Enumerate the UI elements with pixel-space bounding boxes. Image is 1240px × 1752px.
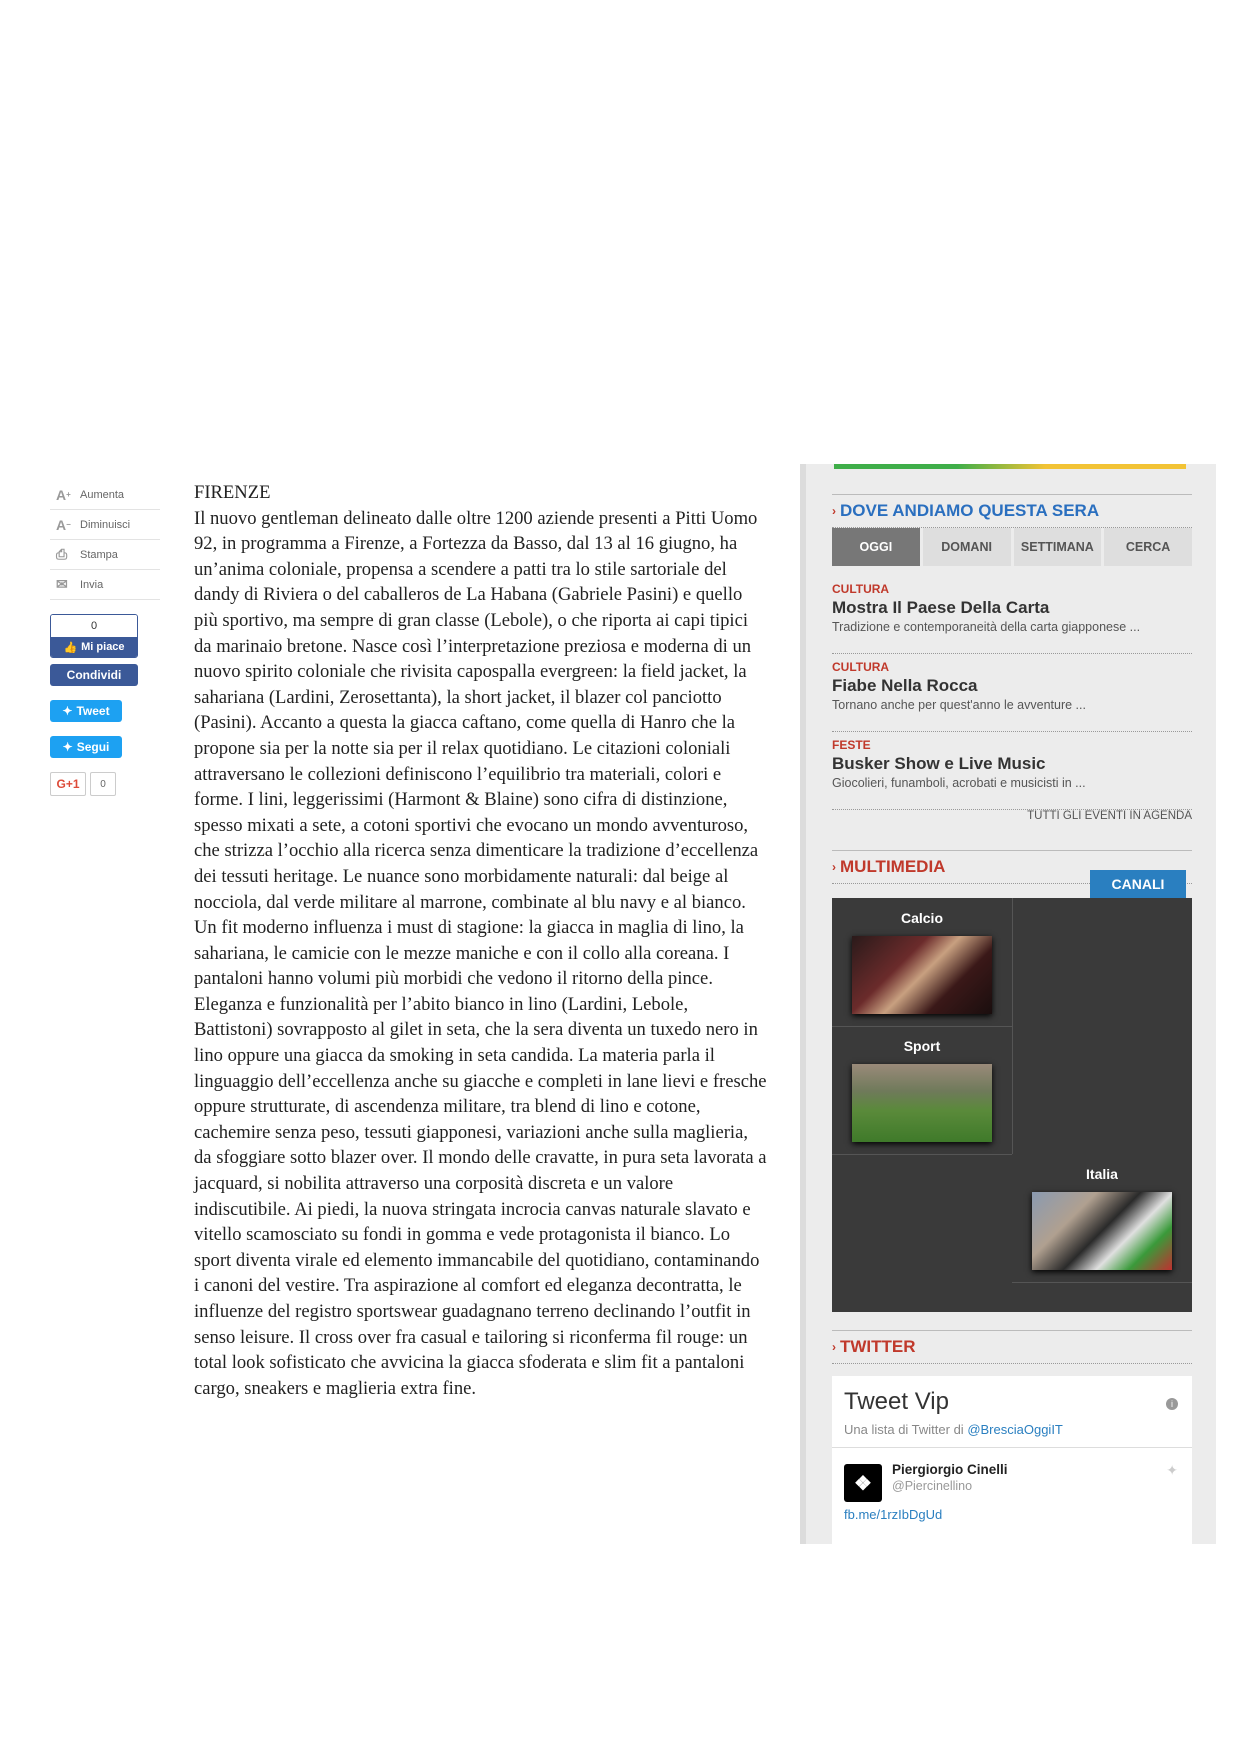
tab-oggi[interactable]: OGGI [832, 528, 920, 566]
event-description: Tornano anche per quest'anno le avventure ... [832, 698, 1086, 712]
tweet-author-name[interactable]: Piergiorgio Cinelli [892, 1462, 1008, 1477]
divider [832, 1154, 1012, 1155]
font-increase-icon: A + [56, 486, 71, 503]
facebook-share-button[interactable]: Condividi [50, 664, 138, 686]
twitter-section-title: › TWITTER [832, 1330, 1192, 1364]
all-events-link[interactable]: TUTTI GLI EVENTI IN AGENDA [1027, 810, 1192, 822]
font-decrease-icon: A − [56, 516, 71, 533]
article-text: Il nuovo gentleman delineato dalle oltre 1200 aziende presenti a Pitti Uomo 92, in programma a Firenze, a Fortezza da Basso, dal 13 al 16 giugno, ha un’anima coloniale, propensa a scendere a patti tra lo stile sartoriale del dandy di Riviera o del caballeros de La Habana (Gabriele Pasini) e quello più sportivo, ma sempre di gran classe (Lebole), o che riporta ai capi tipici da marinaio bretone. Nasce così l’interpretazione preziosa e moderna di un nuovo spirito coloniale che rivisita capospalla evergreen: la field jacket, la sahariana (Lardini, Zerosettanta), la short jacket, il blazer col panciotto (Pasini). Accanto a questa la giacca caftano, come quella di Hanro che la propone sia per la notte sia per il relax quotidiano. Le citazioni coloniali attraversano le collezioni definiscono l’equilibrio tra materiali, colori e forme. I lini, leggerissimi (Harmont & Blaine) sono cifra di distinzione, spesso mixati a sete, a cotoni sportivi che evocano un mondo avventuroso, che strizza l’occhio alla ricerca senza dimenticare la tradizione d’eccellenza dei tessuti heritage. Le nuance sono morbidamente naturali: dal beige al nocciola, dal verde militare al marrone, combinate al blu navy e al bianco. Un fit moderno influenza i must di stagione: la giacca in maglia di lino, la sahariana, le camicie con le mezze maniche e con il collo alla coreana. I pantaloni hanno volumi più morbidi che vedono il ritorno della pince. Eleganza e funzionalità per l’abito bianco in lino (Lardini, Lebole, Battistoni) sovrapposto al gilet in seta, che la sera diventa un tuxedo nero in lino oppure una giacca da smoking in seta candida. La materia parla il linguaggio dell’eccellenza anche su giacche e completi in lane lievi e fresche oppure strutturate, di ascendenza militare, tra blend di lino e cotone, cachemire senza peso, tessuti giapponesi, variazioni anche sulla maglieria, da sfoggiare sotto blazer over. Il mondo delle cravatte, in pura seta lavorata a jacquard, si nobilita attraverso una corposità discreta e un valore indiscutibile. Ai piedi, la nuova stringata incrocia canvas naturale slavato e vitello scamosciato su fondi in gomma e vede protagonista il bianco. Lo sport diventa virale ed elemento immancabile del quotidiano, contaminando i canoni del vestire. Tra aspirazione al comfort ed eleganza decontratta, le influenze del registro sportswear guadagnano terreno declinando l’outfit in senso leisure. Il cross over fra casual e tailoring si riconferma fil rouge: un total look sofisticato che avvicina la giacca sfoderata e slim fit a pantaloni cargo, sneakers e maglieria extra fine. [194, 507, 767, 1399]
event-category: FESTE [832, 738, 871, 752]
event-category: CULTURA [832, 582, 890, 596]
like-count: 0 [51, 615, 137, 637]
tweet-button[interactable]: ✦ Tweet [50, 700, 122, 722]
multimedia-item-label: Calcio [900, 910, 943, 926]
avatar[interactable]: ❖ [844, 1464, 882, 1502]
event-title[interactable]: Fiabe Nella Rocca [832, 676, 978, 695]
video-thumbnail[interactable] [852, 936, 992, 1014]
bullet-icon: › [832, 504, 836, 518]
twitter-widget-title: Tweet Vip [844, 1388, 949, 1415]
tab-settimana[interactable]: SETTIMANA [1014, 528, 1102, 566]
event-title[interactable]: Busker Show e Live Music [832, 754, 1046, 773]
multimedia-item-label: Italia [1086, 1166, 1118, 1182]
video-thumbnail[interactable] [1032, 1192, 1172, 1270]
event-title[interactable]: Mostra Il Paese Della Carta [832, 598, 1050, 617]
twitter-bird-icon: ✦ [62, 704, 73, 718]
list-item[interactable] [832, 732, 1192, 810]
info-icon[interactable]: i [1166, 1398, 1178, 1410]
divider [1012, 1282, 1192, 1283]
google-plus-widget [50, 772, 160, 796]
event-description: Tradizione e contemporaneità della carta giapponese ... [832, 620, 1141, 634]
multimedia-section-title: › MULTIMEDIA [832, 850, 1192, 884]
agenda-tabs [832, 528, 1192, 566]
article-dateline: FIRENZE [194, 482, 271, 503]
thumbs-up-icon: 👍 [63, 641, 78, 654]
tweet-author-handle[interactable]: @Piercinellino [892, 1479, 973, 1493]
divider [1012, 898, 1013, 1154]
tweet [832, 1448, 1192, 1536]
bullet-icon: › [832, 1340, 836, 1354]
increase-font-button[interactable]: A + Aumenta [50, 480, 160, 510]
canali-button[interactable]: CANALI [1090, 870, 1186, 898]
agenda-section-title: › DOVE ANDIAMO QUESTA SERA [832, 494, 1192, 528]
event-category: CULTURA [832, 660, 890, 674]
decrease-font-button[interactable]: A − Diminuisci [50, 510, 160, 540]
send-button[interactable]: ✉ Invia [50, 570, 160, 600]
tab-domani[interactable]: DOMANI [923, 528, 1011, 566]
twitter-handle-link[interactable]: @BresciaOggiIT [967, 1422, 1063, 1437]
multimedia-panel [832, 898, 1192, 1312]
google-plus-button[interactable]: G+1 [50, 772, 86, 796]
article-tools [50, 480, 160, 796]
multimedia-item-label: Sport [903, 1038, 941, 1054]
google-plus-count: 0 [90, 772, 116, 796]
printer-icon: ⎙ [56, 546, 68, 562]
twitter-bird-icon: ✦ [1166, 1462, 1178, 1478]
print-button[interactable]: ⎙ Stampa [50, 540, 160, 570]
sidebar [800, 464, 1216, 1544]
facebook-like-button[interactable]: 👍 Mi piace [51, 637, 137, 657]
twitter-bird-icon: ✦ [62, 740, 73, 754]
twitter-widget [832, 1376, 1192, 1544]
multimedia-item-sport[interactable] [832, 1026, 1012, 1154]
list-item[interactable] [832, 576, 1192, 654]
multimedia-item-calcio[interactable] [832, 898, 1012, 1026]
article-body [194, 480, 768, 1401]
list-item[interactable] [832, 654, 1192, 732]
video-thumbnail[interactable] [852, 1064, 992, 1142]
multimedia-item-italia[interactable] [1012, 1154, 1192, 1282]
twitter-follow-button[interactable]: ✦ Segui [50, 736, 122, 758]
envelope-icon: ✉ [56, 576, 68, 592]
top-banner-strip [834, 464, 1186, 469]
tab-cerca[interactable]: CERCA [1104, 528, 1192, 566]
tweet-link[interactable]: fb.me/1rzIbDgUd [844, 1507, 943, 1522]
event-description: Giocolieri, funamboli, acrobati e musicisti in ... [832, 776, 1086, 790]
twitter-widget-subtitle: Una lista di Twitter di @BresciaOggiIT [844, 1422, 1063, 1437]
facebook-like-widget [50, 614, 138, 658]
twitter-widget-header [832, 1376, 1192, 1448]
event-list [832, 576, 1192, 810]
bullet-icon: › [832, 860, 836, 874]
